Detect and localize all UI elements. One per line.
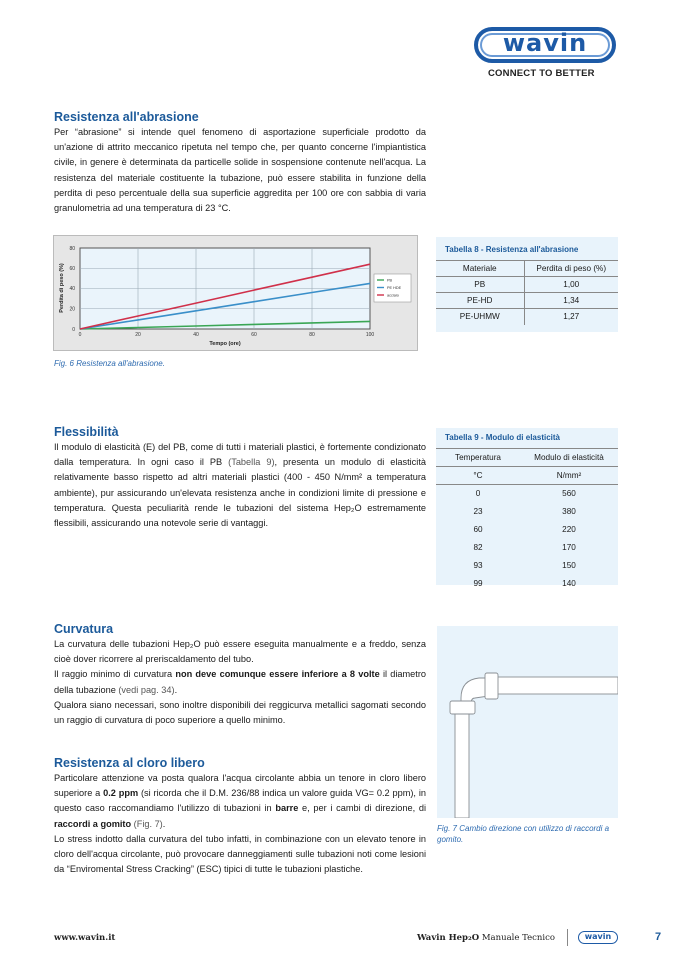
- section-title-abrasion: Resistenza all'abrasione: [54, 110, 199, 124]
- footer-website-link[interactable]: www.wavin.it: [54, 933, 116, 943]
- footer-wavin-logo: wavin: [578, 931, 618, 944]
- x-tick: 80: [309, 332, 315, 338]
- table-unit: °C: [473, 471, 483, 480]
- footer-divider: [567, 929, 568, 946]
- section-title-curvature: Curvatura: [54, 622, 114, 636]
- table-header: Modulo di elasticità: [534, 453, 604, 462]
- table-cell: 150: [562, 561, 576, 570]
- y-tick: 20: [69, 306, 75, 313]
- table-8-box: [436, 237, 618, 332]
- table-header: Materiale: [436, 261, 524, 277]
- tagline: CONNECT TO BETTER: [488, 68, 595, 79]
- curvature-paragraph-3: Qualora siano necessari, sono inoltre disponibili dei reggicurva metallici sagomati secondo un raggio di curvatura di poco superiore a quello minimo.: [54, 699, 426, 726]
- y-tick: 80: [69, 246, 75, 252]
- table-cell: 560: [562, 489, 576, 499]
- table-cell: 1,27: [563, 312, 580, 322]
- chlorine-paragraph-1: Particolare attenzione va posta qualora l'acqua circolante abbia un tenore in cloro libero superiore a 0.2 ppm (si ricorda che il D.M. 236/88 indica un valore guida VG= 0.2 ppm), in questo caso raccomandiamo l'utilizzo di tubazioni in barre e, per i cambi di direzione, di raccordi a gomito (Fig. 7).: [54, 773, 426, 829]
- figure-7-elbow-illustration: [437, 626, 618, 818]
- y-tick: 0: [72, 327, 75, 333]
- y-axis-label: Perdita di peso (%): [59, 263, 65, 313]
- table-9-box: [436, 428, 618, 588]
- wavin-logo: [474, 27, 616, 63]
- table-9-title: Tabella 9 - Modulo di elasticità: [445, 433, 560, 442]
- table-row: [436, 309, 618, 325]
- table-cell: PE-UHMW: [436, 309, 524, 325]
- x-tick: 100: [365, 332, 375, 338]
- abrasion-chart: [53, 235, 418, 351]
- logo-text: wavin: [502, 29, 588, 57]
- y-tick: 40: [69, 286, 75, 292]
- table-unit: N/mm²: [556, 471, 582, 480]
- table-9-reference: (Tabella 9): [228, 457, 275, 468]
- table-header: Perdita di peso (%): [536, 264, 607, 273]
- footer-document-title: Wavin Hep₂O Manuale Tecnico: [417, 933, 555, 943]
- legend-label: PB: [387, 278, 393, 283]
- table-cell: 1,00: [563, 280, 580, 289]
- x-tick: 60: [251, 332, 257, 338]
- figure-6-caption: Fig. 6 Resistenza all'abrasione.: [54, 359, 165, 368]
- table-cell: 220: [562, 525, 576, 534]
- curvature-text: [54, 637, 426, 728]
- chlorine-text: [54, 771, 426, 877]
- table-row: [436, 521, 618, 539]
- table-cell: PE-HD: [436, 293, 524, 309]
- table-row: [436, 575, 618, 593]
- x-tick: 0: [78, 332, 82, 338]
- table-cell: 1,34: [563, 296, 580, 305]
- curvature-paragraph-1: La curvatura delle tubazioni Hep₂O può essere eseguita manualmente e a freddo, senza cioè dover ricorrere al preriscaldamento del tubo.: [54, 639, 426, 665]
- figure-reference: (Fig. 7): [131, 818, 163, 829]
- section-title-flexibility: Flessibilità: [54, 425, 119, 439]
- chlorine-paragraph-2: Lo stress indotto dalla curvatura del tubo infatti, in combinazione con un elevato tenore in cloro dell'acqua circolante, può provocare danneggiamenti sulle tubazioni noti come lesioni da “Enviromental Stress Cracking” (ESC) tipici di tutte le tubazioni plastiche.: [54, 833, 426, 875]
- x-tick: 40: [193, 332, 199, 338]
- table-8: [436, 260, 618, 325]
- table-9: [436, 448, 618, 593]
- x-tick: 20: [135, 332, 141, 338]
- elbow-fitting-icon: [437, 626, 618, 818]
- table-cell: 23: [473, 507, 483, 516]
- table-cell: 0: [475, 489, 481, 499]
- legend-label: PE HDE: [387, 286, 402, 290]
- y-tick: 60: [69, 266, 75, 272]
- table-row: [436, 485, 618, 503]
- table-cell: PB: [436, 277, 524, 293]
- table-cell: 93: [473, 561, 483, 570]
- abrasion-paragraph: Per “abrasione” si intende quel fenomeno di asportazione superficiale prodotto da un'azione di attrito meccanico ripetuta nel tempo che, per quanto concerne l'impiantistica civile, in genere è determinata da particelle solide in sospensione contenute nell'acqua. La resistenza del materiale costituente la tubazione, può essere stabilita in funzione della perdita di peso percentuale della sua superficie aggredita per 100 ore con sabbia di varia granulometria ad una temperatura di 23 °C.: [54, 127, 426, 214]
- page-reference: (vedi pag. 34): [118, 684, 175, 695]
- section-title-chlorine: Resistenza al cloro libero: [54, 756, 205, 770]
- table-cell: 140: [562, 579, 576, 588]
- table-row: [436, 277, 618, 293]
- curvature-paragraph-2: Il raggio minimo di curvatura non deve comunque essere inferiore a 8 volte il diametro della tubazione (vedi pag. 34).: [54, 669, 427, 695]
- figure-7-caption: Fig. 7 Cambio direzione con utilizzo di raccordi a gomito.: [437, 824, 610, 844]
- page-number: 7: [655, 931, 662, 943]
- line-chart: [54, 236, 419, 352]
- table-cell: 60: [473, 525, 483, 534]
- chart-legend: [374, 274, 411, 302]
- table-row: [436, 539, 618, 557]
- table-cell: 82: [473, 543, 483, 552]
- x-axis-label: Tempo (ore): [209, 341, 241, 347]
- table-row: [436, 503, 618, 521]
- table-8-title: Tabella 8 - Resistenza all'abrasione: [445, 245, 579, 254]
- flexibility-paragraph: Il modulo di elasticità (E) del PB, come di tutti i materiali plastici, è fortemente condizionato dalla temperatura. In ogni caso il PB (Tabella 9), presenta un modulo di elasticità relativamente basso rispetto ad altri materiali plastici (400 - 450 N/mm² a temperatura ambiente), pur assicurando un'elevata resistenza anche in condizioni limite di pressione e temperatura. Questa peculiarità rende le tubazioni del sistema Hep₂O estremamente flessibili, assicurando una notevole serie di vantaggi.: [54, 442, 426, 529]
- table-cell: 99: [473, 579, 483, 588]
- legend-label: acciaio: [387, 293, 399, 298]
- table-cell: 170: [562, 543, 576, 552]
- table-header: Temperatura: [455, 453, 501, 462]
- table-row: [436, 293, 618, 309]
- table-cell: 380: [562, 507, 576, 516]
- table-row: [436, 557, 618, 575]
